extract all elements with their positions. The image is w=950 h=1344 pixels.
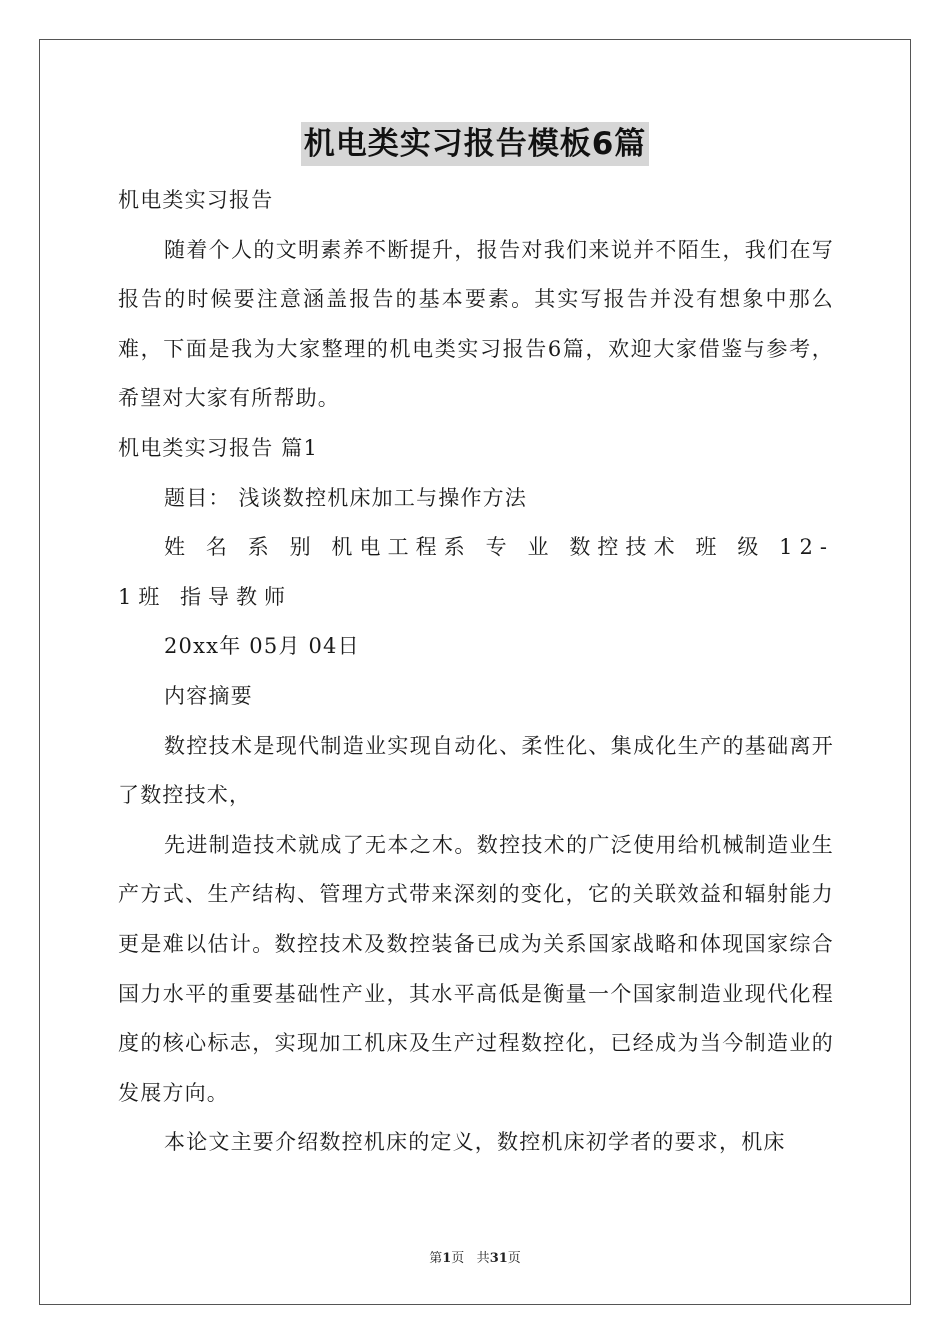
paragraph-date: 20xx年 05月 04日	[164, 634, 360, 659]
paragraph-author-info: 姓 名 系 别 机电工程系 专 业 数控技术 班 级 12-1班 指导教师	[118, 535, 834, 609]
section-heading: 机电类实习报告 篇1	[118, 435, 319, 460]
page-unit: 页	[451, 1251, 465, 1266]
page-prefix: 第	[429, 1251, 443, 1266]
total-unit: 页	[507, 1251, 521, 1266]
paragraph-abstract-1: 数控技术是现代制造业实现自动化、柔性化、集成化生产的基础离开了数控技术，	[118, 733, 834, 808]
document-title: 机电类实习报告模板6篇	[301, 122, 650, 166]
paragraph-topic: 题目： 浅谈数控机床加工与操作方法	[164, 485, 528, 510]
page-current: 1	[442, 1251, 452, 1266]
document-body	[118, 176, 834, 1168]
total-prefix: 共	[476, 1251, 490, 1266]
page-total: 31	[489, 1251, 508, 1266]
paragraph-abstract-2: 先进制造技术就成了无本之木。数控技术的广泛使用给机械制造业生产方式、生产结构、管理方式带来深刻的变化，它的关联效益和辐射能力更是难以估计。数控技术及数控装备已成为关系国家战略和体现国家综合国力水平的重要基础性产业，其水平高低是衡量一个国家制造业现代化程度的核心标志，实现加工机床及生产过程数控化，已经成为当今制造业的发展方向。	[118, 832, 834, 1105]
page-footer	[0, 1247, 950, 1266]
paragraph-abstract-heading: 内容摘要	[164, 683, 253, 708]
paragraph-intro: 随着个人的文明素养不断提升，报告对我们来说并不陌生，我们在写报告的时候要注意涵盖报告的基本要素。其实写报告并没有想象中那么难，下面是我为大家整理的机电类实习报告6篇，欢迎大家借鉴与参考，希望对大家有所帮助。	[118, 237, 834, 411]
paragraph-heading: 机电类实习报告	[118, 188, 274, 212]
paragraph-abstract-3: 本论文主要介绍数控机床的定义，数控机床初学者的要求，机床	[164, 1130, 786, 1155]
title-container	[0, 122, 950, 166]
